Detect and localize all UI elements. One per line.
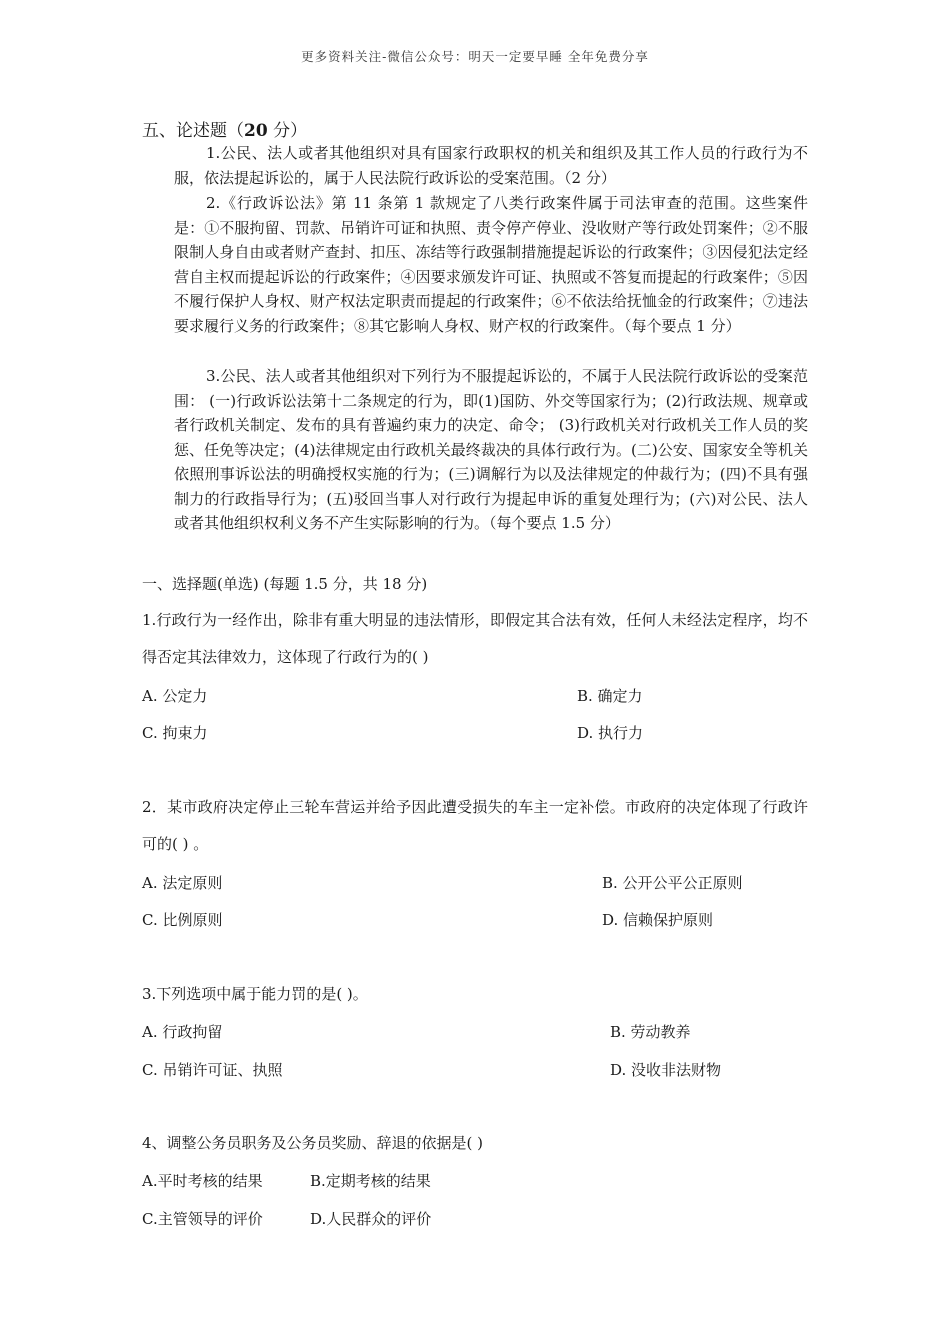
q2-option-b: B. 公开公平公正原则: [602, 874, 743, 892]
essay-section-title: [142, 116, 307, 141]
q1-option-c: C. 拘束力: [142, 724, 208, 742]
essay-title-end: 分）: [267, 121, 308, 141]
question-1: 1.行政行为一经作出，除非有重大明显的违法情形，即假定其合法有效，任何人未经法定程序，均不得否定其法律效力，这体现了行政行为的( ): [142, 611, 808, 666]
essay-title-text: 五、论述题（: [142, 121, 244, 141]
q2-option-a: A. 法定原则: [142, 874, 223, 892]
q3-option-a: A. 行政拘留: [142, 1023, 223, 1041]
q2-option-d: D. 信赖保护原则: [602, 911, 714, 929]
q3-option-c: C. 吊销许可证、执照: [142, 1061, 283, 1079]
q4-option-c: C.主管领导的评价: [142, 1210, 263, 1228]
q4-option-d: D.人民群众的评价: [310, 1210, 432, 1228]
q3-option-b: B. 劳动教养: [610, 1023, 691, 1041]
question-2: 2．某市政府决定停止三轮车营运并给予因此遭受损失的车主一定补偿。市政府的决定体现了行政许可的( ) 。: [142, 798, 808, 853]
q4-option-b: B.定期考核的结果: [310, 1172, 431, 1190]
essay-answer-2: 2.《行政诉讼法》第 11 条第 1 款规定了八类行政案件属于司法审查的范围。这些案件是：①不服拘留、罚款、吊销许可证和执照、责令停产停业、没收财产等行政处罚案件；②不服限制人身自由或者财产查封、扣压、冻结等行政强制措施提起诉讼的行政案件；③因侵犯法定经营自主权而提起诉讼的行政案件；④因要求颁发许可证、执照或不答复而提起的行政案件；⑤因不履行保护人身权、财产权法定职责而提起的行政案件；⑥不依法给抚恤金的行政案件；⑦违法要求履行义务的行政案件；⑧其它影响人身权、财产权的行政案件。（每个要点 1 分）: [174, 194, 808, 335]
q1-option-d: D. 执行力: [577, 724, 644, 742]
q1-option-a: A. 公定力: [142, 687, 208, 705]
essay-answer-3: 3.公民、法人或者其他组织对下列行为不服提起诉讼的，不属于人民法院行政诉讼的受案范围： (一)行政诉讼法第十二条规定的行为，即(1)国防、外交等国家行为；(2)行政法规、规章或者行政机关制定、发布的具有普遍约束力的决定、命令； (3)行政机关对行政机关工作人员的奖惩、任免等决定；(4)法律规定由行政机关最终裁决的具体行政行为。(二)公安、国家安全等机关依照刑事诉讼法的明确授权实施的行为；(三)调解行为以及法律规定的仲裁行为；(四)不具有强制力的行政指导行为；(五)驳回当事人对行政行为提起申诉的重复处理行为；(六)对公民、法人或者其他组织权利义务不产生实际影响的行为。（每个要点 1.5 分）: [174, 367, 808, 532]
mc-section-title: 一、选择题(单选) (每题 1.5 分，共 18 分): [142, 575, 428, 593]
q1-option-b: B. 确定力: [577, 687, 643, 705]
page-header-watermark: 更多资料关注-微信公众号：明天一定要早睡 全年免费分享: [301, 49, 649, 64]
essay-answer-1: 1.公民、法人或者其他组织对具有国家行政职权的机关和组织及其工作人员的行政行为不服，依法提起诉讼的，属于人民法院行政诉讼的受案范围。（2 分）: [174, 144, 808, 187]
question-4: 4、调整公务员职务及公务员奖励、辞退的依据是( ): [142, 1134, 484, 1152]
q3-option-d: D. 没收非法财物: [610, 1061, 722, 1079]
q4-option-a: A.平时考核的结果: [142, 1172, 263, 1190]
essay-title-points: 20: [244, 121, 268, 141]
q2-option-c: C. 比例原则: [142, 911, 223, 929]
question-3: 3.下列选项中属于能力罚的是( )。: [142, 985, 368, 1003]
